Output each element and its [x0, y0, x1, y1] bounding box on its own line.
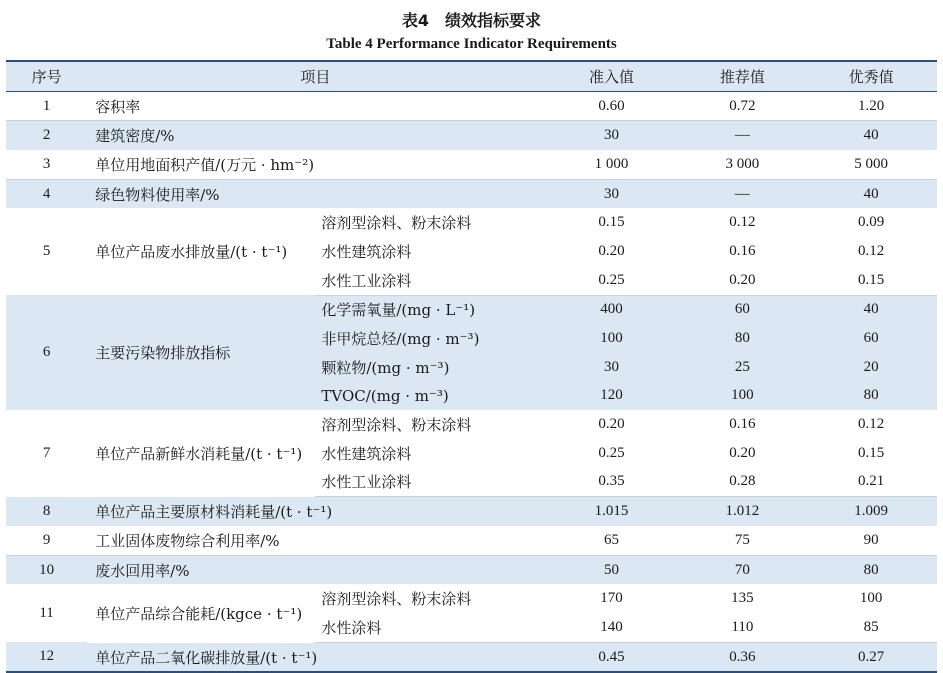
cell-entry-value: 120	[600, 387, 623, 404]
row-subitem: 非甲烷总烃/(mg · m⁻³)	[321, 330, 480, 349]
row-item: 单位用地面积产值/(万元 · hm⁻²)	[87, 150, 543, 179]
performance-indicator-table	[6, 60, 937, 673]
cell-excellent-value: 0.15	[858, 444, 885, 461]
cell-recommended-value: 0.20	[679, 266, 805, 295]
cell-excellent-value: 0.15	[805, 266, 937, 295]
cell-entry-value: 170	[600, 590, 623, 607]
cell-entry-value: 1 000	[544, 150, 680, 179]
cell-entry-value: 0.20	[598, 416, 625, 433]
table-row	[6, 295, 937, 324]
cell-recommended-value: 75	[679, 526, 805, 555]
cell-recommended-value: 0.12	[729, 214, 756, 231]
cell-excellent-value: 0.12	[858, 416, 885, 433]
cell-recommended-value: 25	[734, 358, 750, 375]
cell-recommended-value: 0.36	[679, 642, 805, 672]
cell-entry-value: 50	[603, 561, 619, 578]
row-item: 绿色物料使用率/%	[95, 185, 220, 204]
cell-excellent-value: 40	[863, 301, 879, 318]
cell-excellent-value: 1.009	[854, 503, 889, 520]
table-row	[6, 91, 937, 121]
row-item: 工业固体废物综合利用率/%	[87, 526, 543, 555]
cell-recommended-value: 0.72	[679, 91, 805, 121]
table-row	[6, 642, 937, 672]
row-number: 4	[42, 185, 51, 202]
cell-recommended-value: 0.16	[729, 416, 756, 433]
cell-entry-value: 0.45	[544, 642, 680, 672]
row-number: 9	[6, 526, 87, 555]
cell-excellent-value: 80	[863, 387, 879, 404]
row-number: 6	[42, 344, 51, 361]
cell-excellent-value: 0.21	[805, 468, 937, 497]
cell-excellent-value: 40	[863, 127, 879, 144]
table-header-row	[6, 61, 937, 91]
table-caption-chinese: 表4 绩效指标要求	[401, 11, 542, 30]
cell-recommended-value: 0.20	[729, 444, 756, 461]
row-number: 10	[39, 561, 55, 578]
cell-recommended-value: 100	[731, 387, 754, 404]
row-subitem: 水性建筑涂料	[321, 242, 412, 261]
table-row	[6, 150, 937, 179]
row-item: 单位产品主要原材料消耗量/(t · t⁻¹)	[95, 503, 333, 522]
cell-recommended-value: 3 000	[679, 150, 805, 179]
table-row	[6, 208, 937, 237]
cell-entry-value: 400	[600, 301, 623, 318]
row-number: 11	[39, 604, 54, 621]
row-subitem: 溶剂型涂料、粉末涂料	[321, 590, 472, 609]
cell-excellent-value: 20	[863, 358, 879, 375]
row-subitem: 水性建筑涂料	[321, 444, 412, 463]
row-subitem: 溶剂型涂料、粉末涂料	[321, 416, 472, 435]
row-number: 7	[42, 445, 51, 462]
cell-entry-value: 140	[544, 613, 680, 642]
row-number: 1	[6, 91, 87, 121]
row-item: 容积率	[87, 91, 543, 121]
cell-entry-value: 0.15	[598, 214, 625, 231]
cell-entry-value: 0.20	[598, 242, 625, 259]
row-subitem: 化学需氧量/(mg · L⁻¹)	[321, 301, 476, 320]
cell-entry-value: 0.25	[598, 444, 625, 461]
table-row	[6, 526, 937, 555]
cell-entry-value: 65	[544, 526, 680, 555]
row-item: 建筑密度/%	[95, 127, 175, 146]
cell-entry-value: 1.015	[594, 503, 629, 520]
row-number: 2	[42, 127, 51, 144]
cell-entry-value: 30	[603, 185, 619, 202]
cell-entry-value: 30	[603, 358, 619, 375]
row-number: 12	[6, 642, 87, 672]
table-row	[6, 179, 937, 208]
cell-excellent-value: 60	[863, 330, 879, 347]
cell-recommended-value: 80	[734, 330, 750, 347]
header-entry-value: 准入值	[544, 61, 680, 91]
table-row	[6, 497, 937, 526]
row-subitem: TVOC/(mg · m⁻³)	[321, 386, 449, 405]
table-row	[6, 584, 937, 613]
row-item: 主要污染物排放指标	[95, 344, 231, 363]
cell-excellent-value: 80	[863, 561, 879, 578]
cell-entry-value: 0.25	[544, 266, 680, 295]
cell-recommended-value: 0.16	[729, 242, 756, 259]
cell-excellent-value: 0.12	[858, 242, 885, 259]
row-number: 5	[42, 243, 51, 260]
row-item: 单位产品新鲜水消耗量/(t · t⁻¹)	[95, 445, 303, 464]
row-subitem: 溶剂型涂料、粉末涂料	[321, 214, 472, 233]
cell-recommended-value: 0.28	[679, 468, 805, 497]
row-number: 3	[6, 150, 87, 179]
row-subitem: 颗粒物/(mg · m⁻³)	[321, 358, 450, 377]
table-caption-english: Table 4 Performance Indicator Requirements	[326, 36, 617, 52]
cell-recommended-value: —	[734, 185, 750, 202]
row-subitem: 水性工业涂料	[315, 468, 543, 497]
row-subitem: 水性工业涂料	[315, 266, 543, 295]
table-row	[6, 410, 937, 439]
header-no: 序号	[6, 61, 87, 91]
cell-entry-value: 100	[600, 330, 623, 347]
row-item: 废水回用率/%	[95, 561, 190, 580]
header-recommended-value: 推荐值	[679, 61, 805, 91]
cell-excellent-value: 0.09	[858, 214, 885, 231]
cell-excellent-value: 100	[859, 590, 883, 607]
header-item: 项目	[87, 61, 543, 91]
table-row	[6, 121, 937, 150]
cell-excellent-value: 1.20	[805, 91, 937, 121]
table-row	[6, 555, 937, 584]
cell-recommended-value: 110	[679, 613, 805, 642]
table-body	[6, 91, 937, 672]
cell-recommended-value: 70	[734, 561, 750, 578]
row-item: 单位产品废水排放量/(t · t⁻¹)	[95, 243, 288, 262]
cell-recommended-value: 1.012	[725, 503, 760, 520]
row-subitem: 水性涂料	[315, 613, 543, 642]
row-item: 单位产品综合能耗/(kgce · t⁻¹)	[95, 604, 303, 623]
header-excellent-value: 优秀值	[805, 61, 937, 91]
cell-entry-value: 0.60	[544, 91, 680, 121]
cell-recommended-value: —	[734, 127, 750, 144]
cell-excellent-value: 90	[805, 526, 937, 555]
cell-recommended-value: 60	[734, 301, 750, 318]
cell-excellent-value: 40	[863, 185, 879, 202]
cell-recommended-value: 135	[731, 590, 754, 607]
cell-entry-value: 30	[603, 127, 619, 144]
cell-excellent-value: 0.27	[805, 642, 937, 672]
cell-excellent-value: 5 000	[805, 150, 937, 179]
cell-entry-value: 0.35	[544, 468, 680, 497]
row-number: 8	[42, 502, 51, 519]
cell-excellent-value: 85	[805, 613, 937, 642]
row-item: 单位产品二氧化碳排放量/(t · t⁻¹)	[87, 642, 543, 672]
